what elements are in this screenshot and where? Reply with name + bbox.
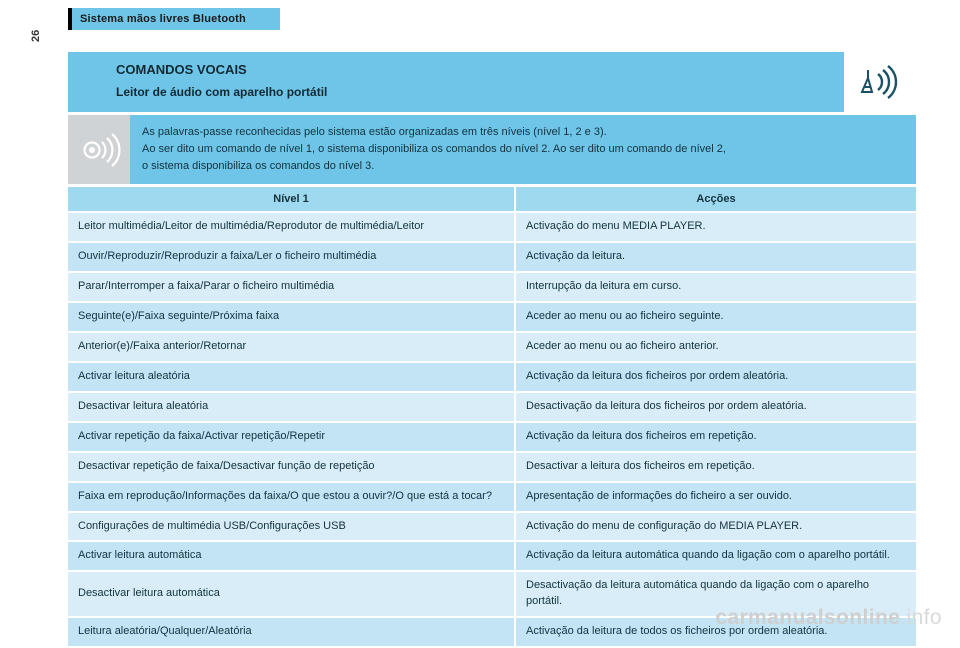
watermark-light: .info <box>900 606 942 629</box>
cell-command: Activar leitura automática <box>68 541 515 571</box>
cell-action: Aceder ao menu ou ao ficheiro anterior. <box>515 332 916 362</box>
intro-line-3: o sistema disponibiliza os comandos do nível 3. <box>142 160 375 173</box>
table-header-row <box>68 187 916 212</box>
cell-action: Desactivar a leitura dos ficheiros em repetição. <box>515 452 916 482</box>
intro-icon-cell <box>68 115 130 184</box>
cell-command: Leitor multimédia/Leitor de multimédia/Reprodutor de multimédia/Leitor <box>68 212 515 242</box>
table-row <box>68 212 916 242</box>
intro-block <box>68 112 916 184</box>
table-row <box>68 422 916 452</box>
table-row <box>68 242 916 272</box>
cell-command: Configurações de multimédia USB/Configurações USB <box>68 512 515 542</box>
intro-line-1: As palavras-passe reconhecidas pelo sistema estão organizadas em três níveis (nível 1, 2 e 3). <box>142 126 607 138</box>
table-row <box>68 272 916 302</box>
column-header-actions: Acções <box>515 187 916 212</box>
cell-action: Activação da leitura. <box>515 242 916 272</box>
table-row <box>68 452 916 482</box>
cell-action: Activação da leitura dos ficheiros por ordem aleatória. <box>515 362 916 392</box>
cell-action: Aceder ao menu ou ao ficheiro seguinte. <box>515 302 916 332</box>
table-row <box>68 482 916 512</box>
table-row <box>68 392 916 422</box>
chapter-header-bar <box>68 8 280 30</box>
page-number: 26 <box>30 29 42 42</box>
header-accent-mark <box>68 8 72 30</box>
chapter-title: Sistema mãos livres Bluetooth <box>80 13 246 25</box>
cell-action: Activação do menu de configuração do MEDIA PLAYER. <box>515 512 916 542</box>
intro-line-2: Ao ser dito um comando de nível 1, o sistema disponibiliza os comandos do nível 2. Ao ser dito um comando de nível 2, <box>142 143 726 156</box>
table-row <box>68 541 916 571</box>
cell-command: Anterior(e)/Faixa anterior/Retornar <box>68 332 515 362</box>
cell-action: Apresentação de informações do ficheiro a ser ouvido. <box>515 482 916 512</box>
cell-action: Activação do menu MEDIA PLAYER. <box>515 212 916 242</box>
cell-command: Leitura aleatória/Qualquer/Aleatória <box>68 617 515 647</box>
voice-commands-table <box>68 187 916 648</box>
cell-action: Activação da leitura automática quando da ligação com o aparelho portátil. <box>515 541 916 571</box>
table-body <box>68 212 916 647</box>
cell-command: Ouvir/Reproduzir/Reproduzir a faixa/Ler o ficheiro multimédia <box>68 242 515 272</box>
voice-waves-icon <box>854 62 898 102</box>
cell-action: Activação da leitura dos ficheiros em repetição. <box>515 422 916 452</box>
cell-command: Seguinte(e)/Faixa seguinte/Próxima faixa <box>68 302 515 332</box>
column-header-level1: Nível 1 <box>68 187 515 212</box>
cell-action: Activação da leitura de todos os ficheiros por ordem aleatória. <box>515 617 916 647</box>
table-row <box>68 362 916 392</box>
section-subheading: Leitor de áudio com aparelho portátil <box>116 85 328 99</box>
intro-text <box>130 115 916 184</box>
table-row <box>68 332 916 362</box>
cell-command: Parar/Interromper a faixa/Parar o ficheiro multimédia <box>68 272 515 302</box>
cell-command: Activar leitura aleatória <box>68 362 515 392</box>
cell-action: Interrupção da leitura em curso. <box>515 272 916 302</box>
table-row <box>68 302 916 332</box>
cell-command: Faixa em reprodução/Informações da faixa/O que estou a ouvir?/O que está a tocar? <box>68 482 515 512</box>
section-heading: COMANDOS VOCAIS <box>116 62 247 77</box>
speaker-waves-icon <box>77 130 121 170</box>
cell-action: Desactivação da leitura automática quando da ligação com o aparelho portátil. <box>515 571 916 617</box>
cell-command: Desactivar leitura automática <box>68 571 515 617</box>
table-row <box>68 512 916 542</box>
watermark <box>715 606 942 630</box>
watermark-bold: carmanualsonline <box>715 606 901 629</box>
cell-command: Activar repetição da faixa/Activar repetição/Repetir <box>68 422 515 452</box>
document-body <box>68 52 916 648</box>
cell-action: Desactivação da leitura dos ficheiros por ordem aleatória. <box>515 392 916 422</box>
section-title-block <box>68 52 916 112</box>
cell-command: Desactivar leitura aleatória <box>68 392 515 422</box>
cell-command: Desactivar repetição de faixa/Desactivar função de repetição <box>68 452 515 482</box>
